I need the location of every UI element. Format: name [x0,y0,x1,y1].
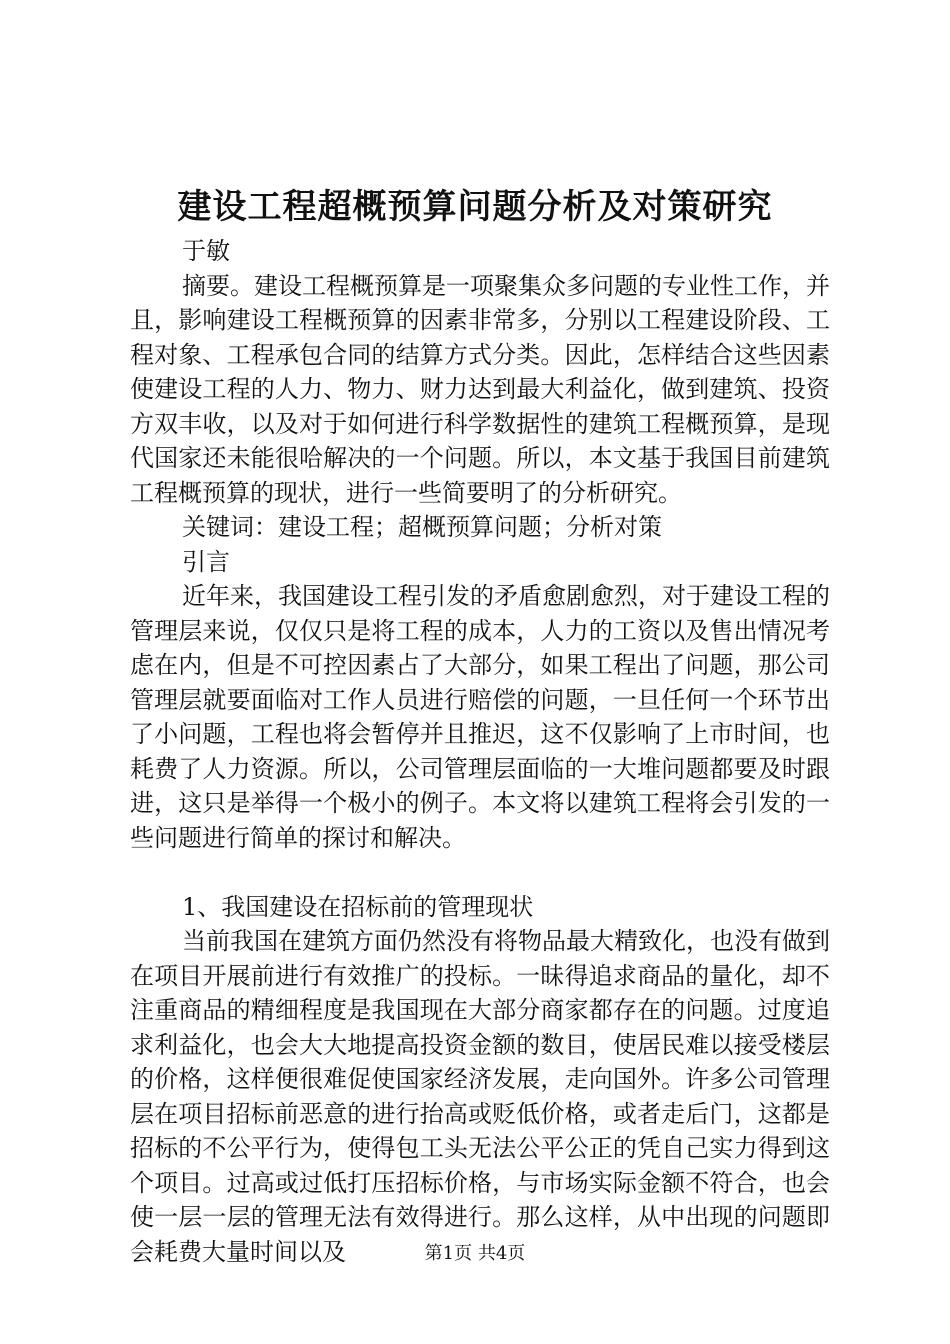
section1-heading: 1、我国建设在招标前的管理现状 [182,892,534,921]
document-title: 建设工程超概预算问题分析及对策研究 [177,187,773,227]
page-number-footer: 第1页 共4页 [424,1243,526,1264]
section1-paragraph: 当前我国在建筑方面仍然没有将物品最大精致化，也没有做到在项目开展前进行有效推广的投标。一昧得追求商品的量化，却不注重商品的精细程度是我国现在大部分商家都存在的问题。过度追求利益化，也会大大地提高投资金额的数目，使居民难以接受楼层的价格，这样便很难促使国家经济发展，走向国外。许多公司管理层在项目招标前恶意的进行抬高或贬低价格，或者走后门，这都是招标的不公平行为，使得包工头无法公平公正的凭自己实力得到这个项目。过高或过低打压招标价格，与市场实际金额不符合，也会使一层一层的管理无法有效得进行。那么这样，从中出现的问题即会耗费大量时间以及 [130,927,830,1266]
document-body [130,234,830,1269]
intro-paragraph: 近年来，我国建设工程引发的矛盾愈剧愈烈，对于建设工程的管理层来说，仅仅只是将工程的成本，人力的工资以及售出情况考虑在内，但是不可控因素占了大部分，如果工程出了问题，那公司管理层就要面临对工作人员进行赔偿的问题，一旦任何一个环节出了小问题，工程也将会暂停并且推迟，这不仅影响了上市时间，也耗费了人力资源。所以，公司管理层面临的一大堆问题都要及时跟进，这只是举得一个极小的例子。本文将以建筑工程将会引发的一些问题进行简单的探讨和解决。 [130,582,830,852]
author-line: 于敏 [182,237,230,265]
intro-heading: 引言 [182,547,230,576]
abstract-paragraph: 摘要。建设工程概预算是一项聚集众多问题的专业性工作，并且，影响建设工程概预算的因素非常多，分别以工程建设阶段、工程对象、工程承包合同的结算方式分类。因此，怎样结合这些因素使建设工程的人力、物力、财力达到最大利益化，做到建筑、投资方双丰收，以及对于如何进行科学数据性的建筑工程概预算，是现代国家还未能很哈解决的一个问题。所以，本文基于我国目前建筑工程概预算的现状，进行一些简要明了的分析研究。 [130,271,830,507]
keywords-line: 关键词：建设工程；超概预算问题；分析对策 [182,513,662,541]
